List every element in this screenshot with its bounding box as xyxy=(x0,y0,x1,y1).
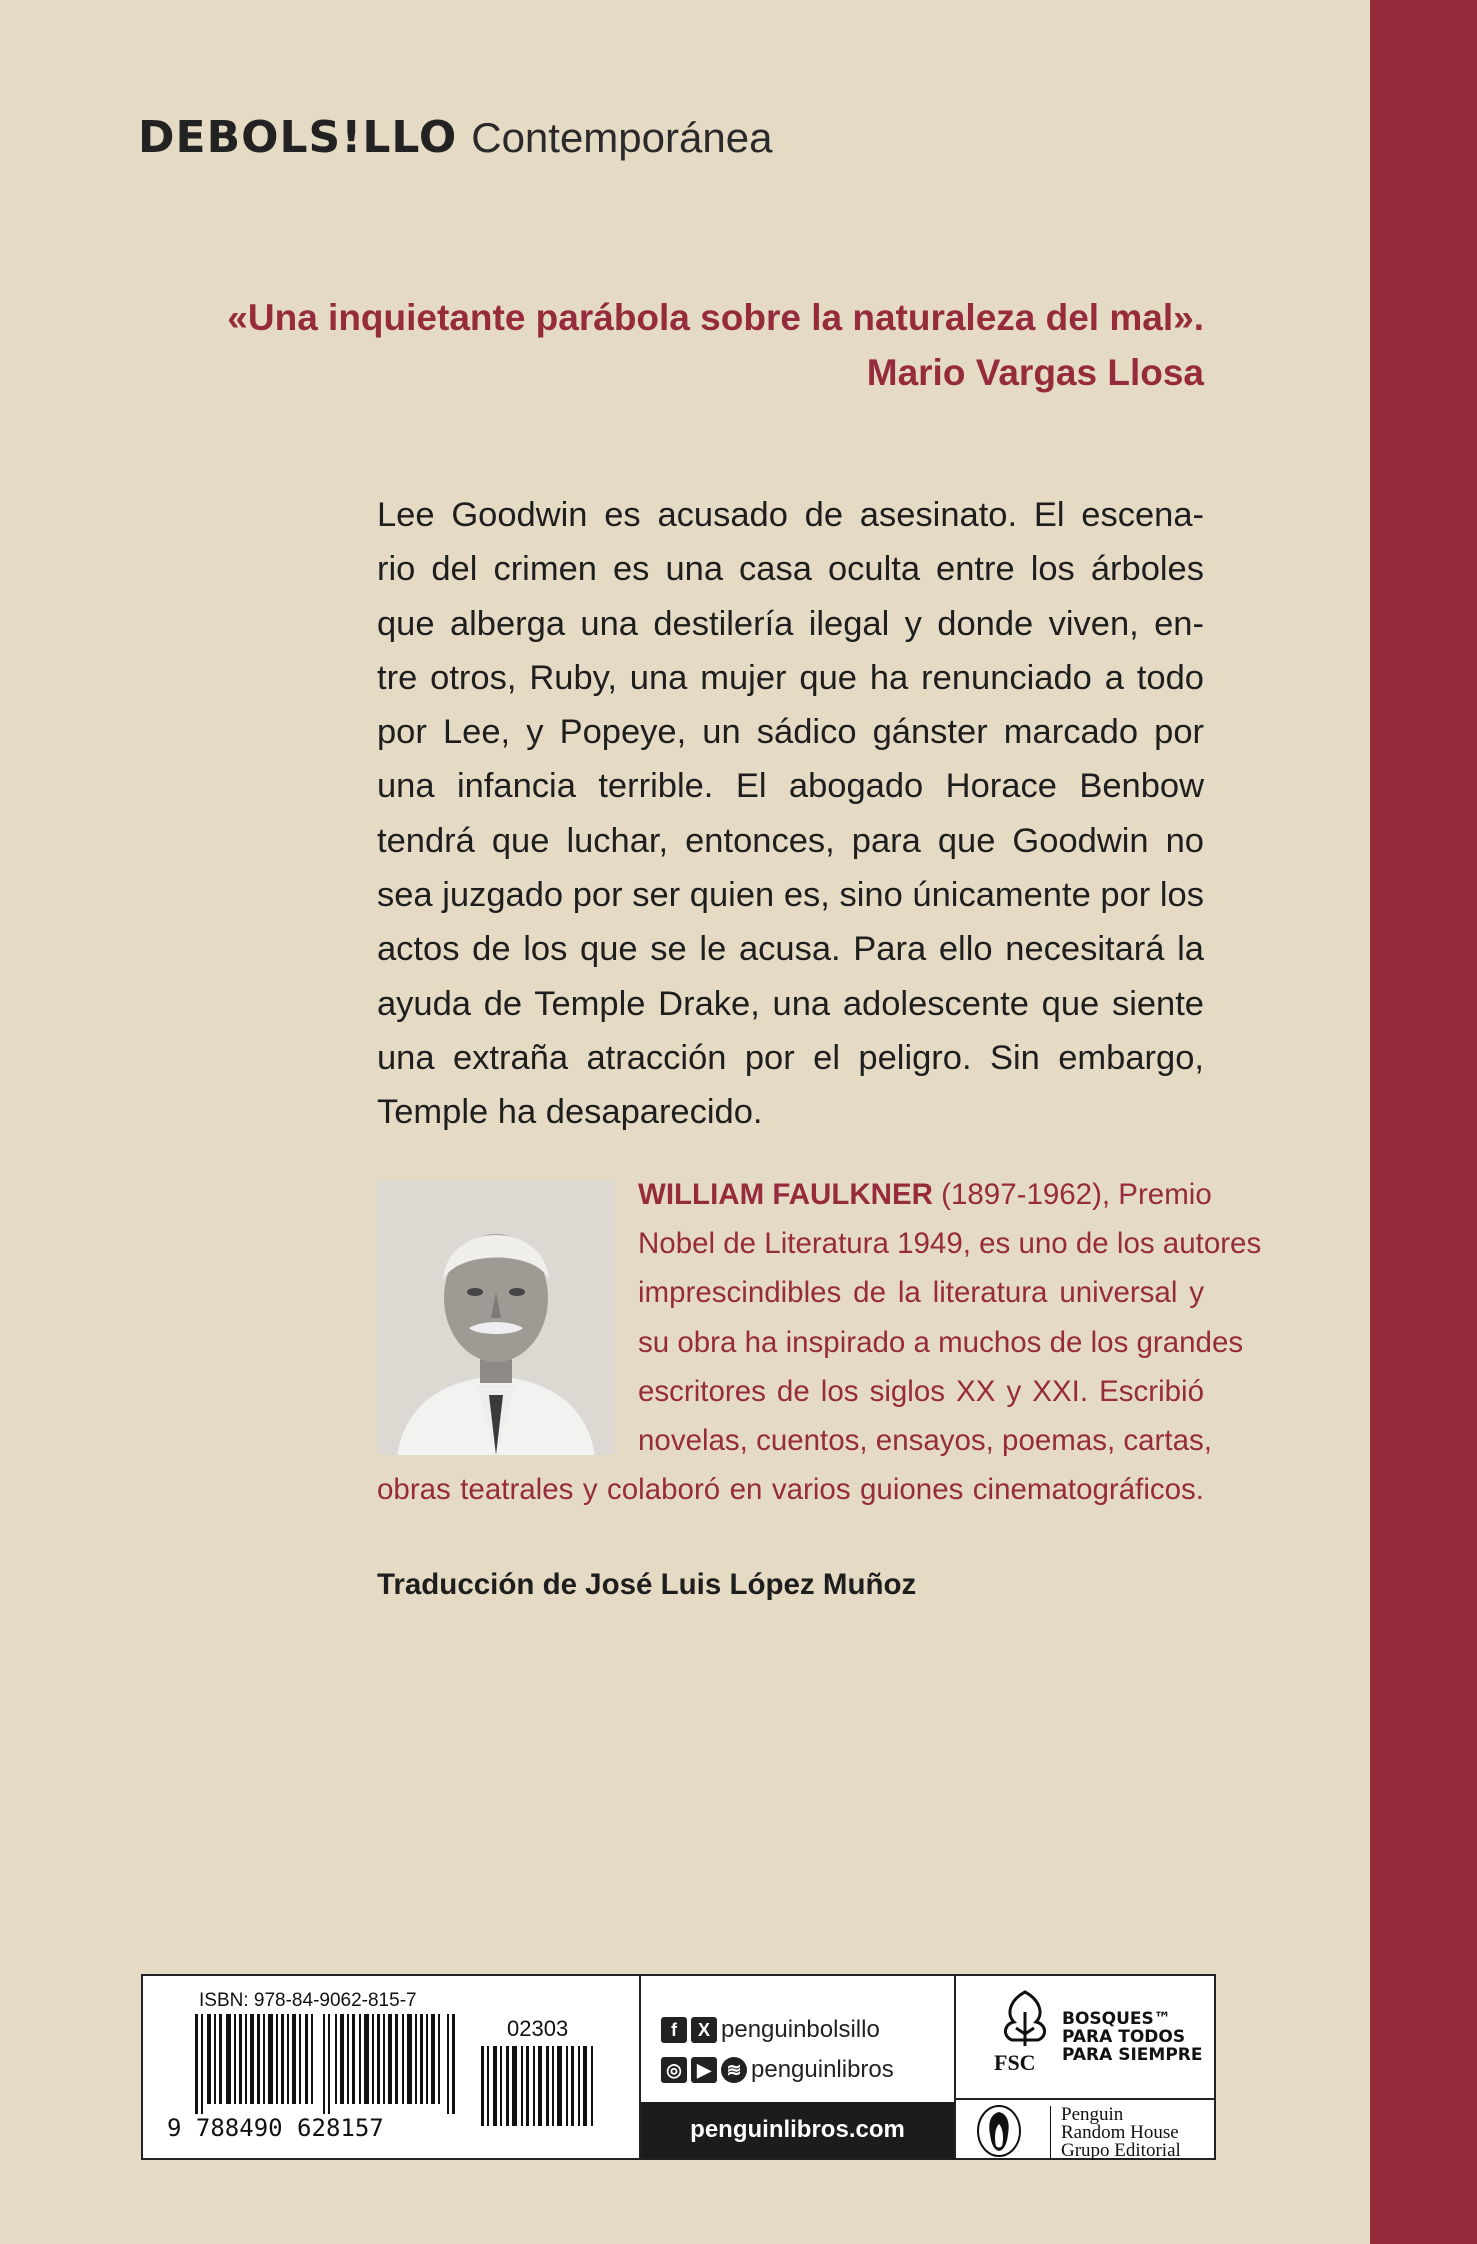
publisher-brand xyxy=(138,112,772,168)
social-row-2 xyxy=(661,2056,894,2084)
synopsis-line: tre otros, Ruby, una mujer que ha renunciado a todo xyxy=(377,658,1204,697)
prh-wordmark xyxy=(1050,2106,1181,2160)
quote-text: «Una inquietante parábola sobre la naturaleza del mal». xyxy=(227,297,1204,338)
bio-line: Nobel de Literatura 1949, es uno de los autores xyxy=(638,1227,1262,1261)
logos-panel xyxy=(956,1976,1214,2161)
translator-credit: Traducción de José Luis López Muñoz xyxy=(377,1568,917,1601)
price-code: 02303 xyxy=(507,2016,569,2041)
bio-line: novelas, cuentos, ensayos, poemas, cartas, xyxy=(638,1424,1212,1458)
quote-author: Mario Vargas Llosa xyxy=(866,352,1204,393)
synopsis-line: por Lee, y Popeye, un sádico gánster marcado por xyxy=(377,713,1204,752)
synopsis-line: sea juzgado por ser quien es, sino únicamente por los xyxy=(377,876,1204,915)
synopsis-line: que alberga una destilería ilegal y donde viven, en- xyxy=(377,604,1204,643)
prh-block xyxy=(956,2100,1214,2160)
bio-first-line xyxy=(638,1170,1212,1219)
author-name: WILLIAM FAULKNER xyxy=(638,1178,933,1211)
social-row-1 xyxy=(661,2016,880,2044)
prh-line: Random House xyxy=(1061,2122,1179,2143)
penguin-logo-icon xyxy=(974,2104,1024,2158)
social-panel xyxy=(641,1976,956,2158)
x-icon[interactable]: X xyxy=(691,2017,717,2043)
price-barcode xyxy=(481,2046,611,2126)
fsc-block xyxy=(956,1976,1214,2100)
spotify-icon[interactable]: ≋ xyxy=(721,2057,747,2083)
fsc-tree-icon xyxy=(996,1988,1054,2048)
instagram-icon[interactable]: ◎ xyxy=(661,2057,687,2083)
synopsis-line: rio del crimen es una casa oculta entre los árboles xyxy=(377,550,1204,589)
bio-line: obras teatrales y colaboró en varios guiones cinematográficos. xyxy=(377,1473,1204,1507)
blurb-quote xyxy=(200,290,1204,400)
youtube-icon[interactable]: ▶ xyxy=(691,2057,717,2083)
book-spine xyxy=(1370,0,1477,2244)
social-handle-2[interactable]: penguinlibros xyxy=(751,2056,894,2083)
isbn-text: ISBN: 978-84-9062-815-7 xyxy=(199,1990,417,2011)
collection-name: Contemporánea xyxy=(471,114,773,161)
synopsis-line: una extraña atracción por el peligro. Sin embargo, xyxy=(377,1038,1204,1077)
bio-dates: (1897-1962), Premio xyxy=(941,1178,1212,1211)
synopsis-line: tendrá que luchar, entonces, para que Goodwin no xyxy=(377,821,1204,860)
bio-line: imprescindibles de la literatura universal y xyxy=(638,1276,1204,1310)
synopsis-line: Lee Goodwin es acusado de asesinato. El escena- xyxy=(377,496,1204,534)
synopsis-line: actos de los que se le acusa. Para ello necesitará la xyxy=(377,930,1204,969)
publisher-name: DEBOLS!LLO xyxy=(138,112,458,163)
fsc-slogan xyxy=(1062,2010,1202,2064)
prh-line: Grupo Editorial xyxy=(1061,2140,1181,2161)
synopsis-line: ayuda de Temple Drake, una adolescente que siente xyxy=(377,984,1204,1023)
synopsis-line: una infancia terrible. El abogado Horace Benbow xyxy=(377,767,1204,806)
fsc-slogan-line: PARA SIEMPRE xyxy=(1062,2045,1203,2065)
social-handle-1[interactable]: penguinbolsillo xyxy=(721,2016,880,2043)
fsc-slogan-line: PARA TODOS xyxy=(1062,2027,1186,2047)
barcode-digits: 9 788490 628157 xyxy=(167,2114,384,2142)
facebook-icon[interactable]: f xyxy=(661,2017,687,2043)
bio-line: escritores de los siglos XX y XXI. Escribió xyxy=(638,1374,1204,1408)
fsc-label: FSC xyxy=(994,2050,1036,2075)
bio-line: su obra ha inspirado a muchos de los grandes xyxy=(638,1325,1244,1359)
author-bio xyxy=(377,1170,1262,1514)
isbn-barcode xyxy=(195,2014,465,2114)
barcode-panel xyxy=(143,1976,641,2158)
back-cover-footer xyxy=(141,1974,1216,2160)
synopsis-line: Temple ha desaparecido. xyxy=(377,1093,763,1132)
prh-line: Penguin xyxy=(1061,2104,1124,2125)
website-link[interactable]: penguinlibros.com xyxy=(641,2102,954,2158)
synopsis xyxy=(377,488,1204,1140)
fsc-slogan-line: BOSQUES™ xyxy=(1062,2009,1171,2029)
